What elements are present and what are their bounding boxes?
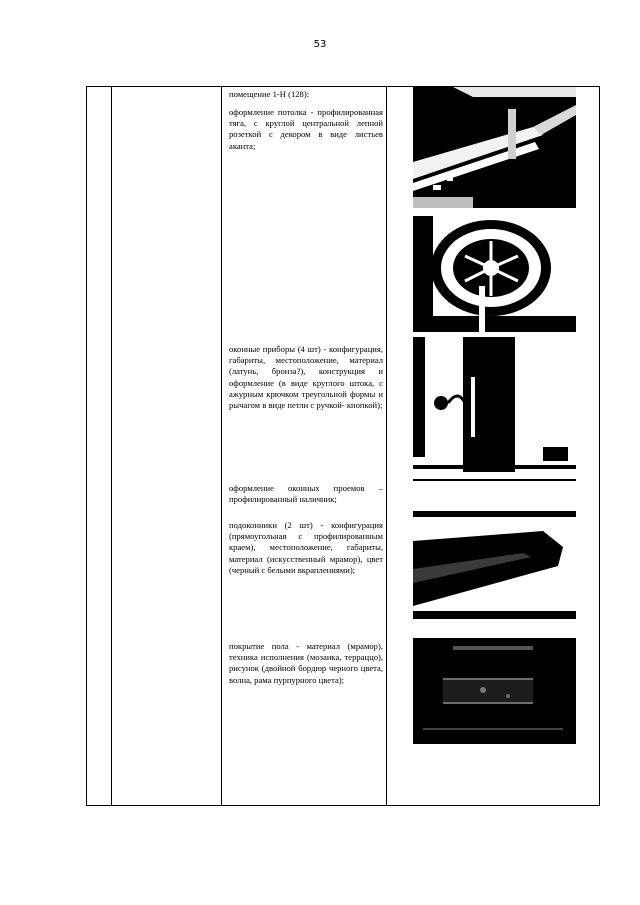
- column-divider-1: [111, 87, 112, 805]
- column-divider-3: [386, 87, 387, 805]
- entry-floor: покрытие пола - материал (мрамор), техника исполнения (мозаика, терраццо), рисунок (двойной бордюр черного цвета, волна, рама пурпурного цвета);: [229, 641, 383, 685]
- page-number: 53: [313, 39, 327, 50]
- heritage-table: [86, 86, 600, 806]
- room-heading: помещение 1-Н (128):: [229, 89, 310, 99]
- entry-window-openings: оформление оконных проемов – профилированный наличник;: [229, 483, 383, 505]
- column-divider-2: [221, 87, 222, 805]
- floor-mosaic-photo: [413, 638, 576, 744]
- entry-window-sills: подоконники (2 шт) - конфигурация (прямоугольная с профилированным краем), местоположение, габариты, материал (искусственный мрамор), цвет (черный с белыми вкраплениями);: [229, 520, 383, 575]
- ceiling-rosette-photo: [413, 216, 576, 332]
- entry-window-hardware: оконные приборы (4 шт) - конфигурация, габариты, местоположение, материал (латунь, бронза?), конструкция и оформление (в виде круглого штока, с ажурным крючком треугольной формы и рычагом в виде петли с ручкой- кнопкой);: [229, 344, 383, 411]
- entry-ceiling: оформление потолка - профилированная тяга, с круглой центральной лепной розеткой с декором в виде листьев аканта;: [229, 107, 383, 151]
- ceiling-cornice-photo: [413, 87, 576, 208]
- window-hardware-photo: [413, 337, 576, 485]
- window-sill-photo: [413, 511, 576, 619]
